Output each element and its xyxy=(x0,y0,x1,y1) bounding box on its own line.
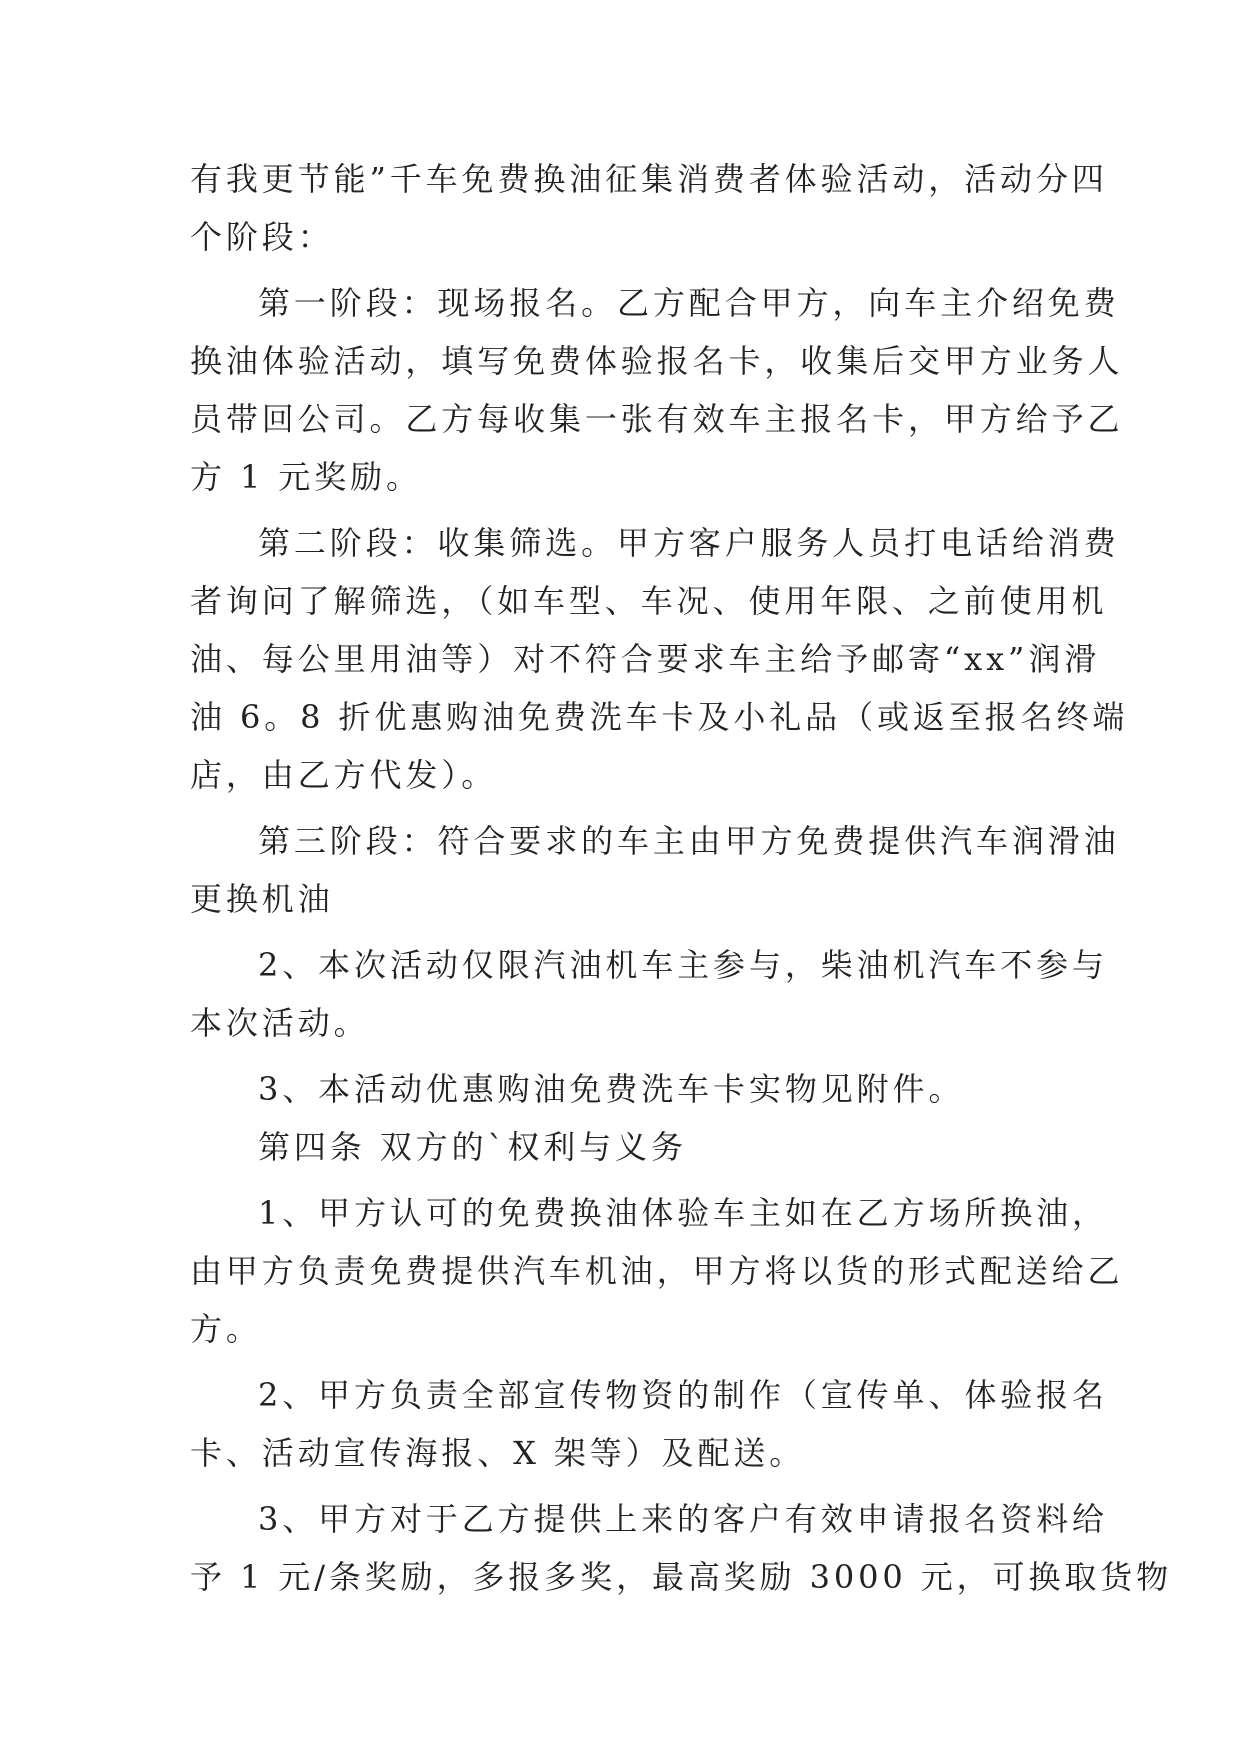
text-line: 员带回公司。乙方每收集一张有效车主报名卡，甲方给予乙 xyxy=(190,400,1124,438)
text-line: 予 1 元/条奖励，多报多奖，最高奖励 3000 元，可换取货物 xyxy=(190,1558,1173,1596)
text-line: 换油体验活动，填写免费体验报名卡，收集后交甲方业务人 xyxy=(190,342,1124,380)
text-line: 有我更节能”千车免费换油征集消费者体验活动，活动分四 xyxy=(190,160,1108,198)
document-page xyxy=(190,150,1173,1606)
text-line: 本次活动。 xyxy=(190,1004,370,1042)
text-line: 方。 xyxy=(190,1310,262,1348)
text-line: 者询问了解筛选，（如车型、车况、使用年限、之前使用机 xyxy=(190,582,1108,620)
paragraph-rights-3: 3、甲方对于乙方提供上来的客户有效申请报名资料给 xyxy=(258,1500,1108,1538)
paragraph-rights-2: 2、甲方负责全部宣传物资的制作（宣传单、体验报名 xyxy=(258,1376,1108,1414)
section-heading-article-4: 第四条 双方的`权利与义务 xyxy=(258,1128,687,1166)
paragraph-item-3: 3、本活动优惠购油免费洗车卡实物见附件。 xyxy=(258,1070,965,1108)
paragraph-rights-1: 1、甲方认可的免费换油体验车主如在乙方场所换油， xyxy=(258,1194,1108,1232)
text-line: 油、每公里用油等）对不符合要求车主给予邮寄“xx”润滑 xyxy=(190,640,1101,678)
text-line: 更换机油 xyxy=(190,880,334,918)
paragraph-stage-one: 第一阶段：现场报名。乙方配合甲方，向车主介绍免费 xyxy=(258,284,1120,322)
paragraph-stage-two: 第二阶段：收集筛选。甲方客户服务人员打电话给消费 xyxy=(258,524,1120,562)
paragraph-stage-three: 第三阶段：符合要求的车主由甲方免费提供汽车润滑油 xyxy=(258,822,1120,860)
text-line: 油 6。8 折优惠购油免费洗车卡及小礼品（或返至报名终端 xyxy=(190,698,1129,736)
text-line: 卡、活动宣传海报、X 架等）及配送。 xyxy=(190,1434,806,1472)
text-line: 个阶段： xyxy=(190,218,334,256)
paragraph-item-2: 2、本次活动仅限汽油机车主参与，柴油机汽车不参与 xyxy=(258,946,1108,984)
text-line: 方 1 元奖励。 xyxy=(190,458,422,496)
text-line: 由甲方负责免费提供汽车机油，甲方将以货的形式配送给乙 xyxy=(190,1252,1124,1290)
text-line: 店，由乙方代发）。 xyxy=(190,756,498,794)
